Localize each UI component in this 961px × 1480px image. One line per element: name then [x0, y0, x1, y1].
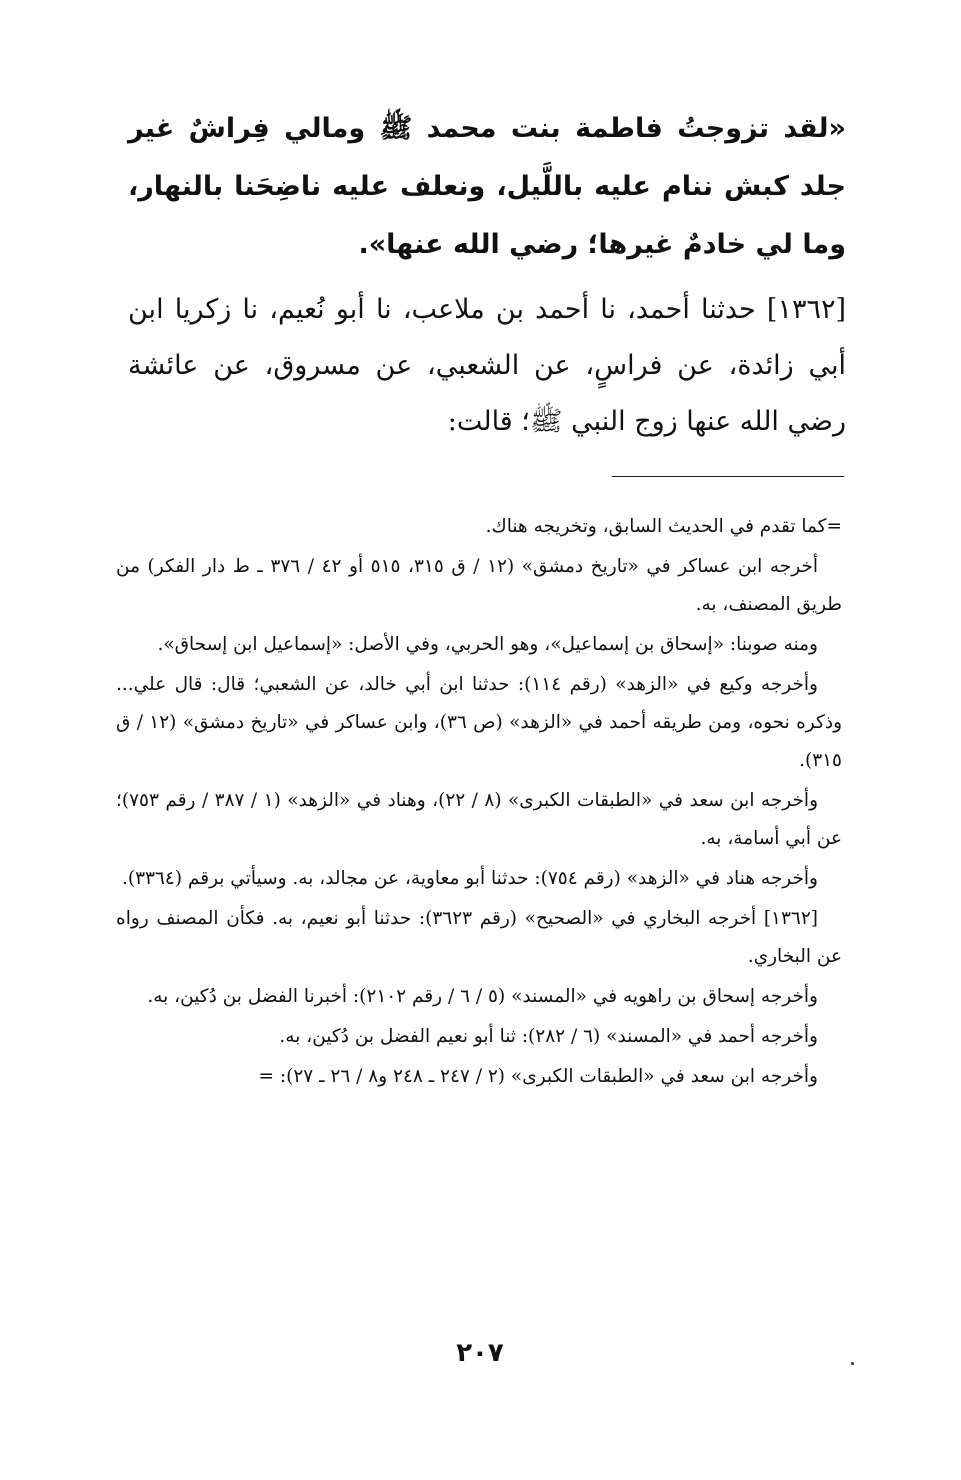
footnote-line: وأخرجه أحمد في «المسند» (٦ / ٢٨٢): ثنا أبو نعيم الفضل بن دُكين، به. — [279, 1026, 818, 1047]
footnotes — [116, 508, 842, 1098]
footnote-line: [١٣٦٢] أخرجه البخاري في «الصحيح» (رقم ٣٦٢٣): حدثنا أبو نعيم، به. فكأن المصنف رواه عن البخاري. — [116, 908, 842, 967]
footnote-line: وأخرجه هناد في «الزهد» (رقم ٧٥٤): حدثنا أبو معاوية، عن مجالد، به. وسيأتي برقم (٣٣٦٤). — [121, 868, 818, 889]
hadith-paragraph: [١٣٦٢] حدثنا أحمد، نا أحمد بن ملاعب، نا أبو نُعيم، نا زكريا ابن أبي زائدة، عن فراسٍ، عن الشعبي، عن مسروق، عن عائشة رضي الله عنها زوج النبي ﷺ؛ قالت: — [128, 294, 846, 437]
footnote-line: =كما تقدم في الحديث السابق، وتخريجه هناك. — [485, 516, 842, 537]
scan-dot-mark — [851, 1362, 854, 1365]
footnote-line: وأخرجه ابن سعد في «الطبقات الكبرى» (٢ / ٢٤٧ ـ ٢٤٨ و٨ / ٢٦ ـ ٢٧): = — [258, 1066, 818, 1087]
footnote-line: ومنه صوبنا: «إسحاق بن إسماعيل»، وهو الحربي، وفي الأصل: «إسماعيل ابن إسحاق». — [157, 634, 818, 655]
footnote-line: وأخرجه وكيع في «الزهد» (رقم ١١٤): حدثنا ابن أبي خالد، عن الشعبي؛ قال: قال علي... وذكره نحوه، ومن طريقه أحمد في «الزهد» (ص ٣٦)، وابن عساكر في «تاريخ دمشق» (١٢ / ق ٣١٥). — [116, 674, 842, 771]
footnote-separator — [612, 476, 844, 477]
footnote-line: وأخرجه إسحاق بن راهويه في «المسند» (٥ / ٦ / رقم ٢١٠٢): أخبرنا الفضل بن دُكين، به. — [147, 986, 818, 1007]
footnote-line: أخرجه ابن عساكر في «تاريخ دمشق» (١٢ / ق ٣١٥، ٥١٥ أو ٤٢ / ٣٧٦ ـ ط دار الفكر) من طريق المصنف، به. — [116, 556, 842, 615]
quote-paragraph: «لقد تزوجتُ فاطمة بنت محمد ﷺ ومالي فِراشٌ غير جلد كبش ننام عليه باللَّيل، ونعلف عليه ناضِحَنا بالنهار، وما لي خادمٌ غيرها؛ رضي الله عنها». — [128, 113, 846, 260]
footnote-line: وأخرجه ابن سعد في «الطبقات الكبرى» (٨ / ٢٢)، وهناد في «الزهد» (١ / ٣٨٧ / رقم ٧٥٣)؛ عن أبي أسامة، به. — [116, 790, 842, 849]
page-number: ٢٠٧ — [456, 1338, 504, 1368]
